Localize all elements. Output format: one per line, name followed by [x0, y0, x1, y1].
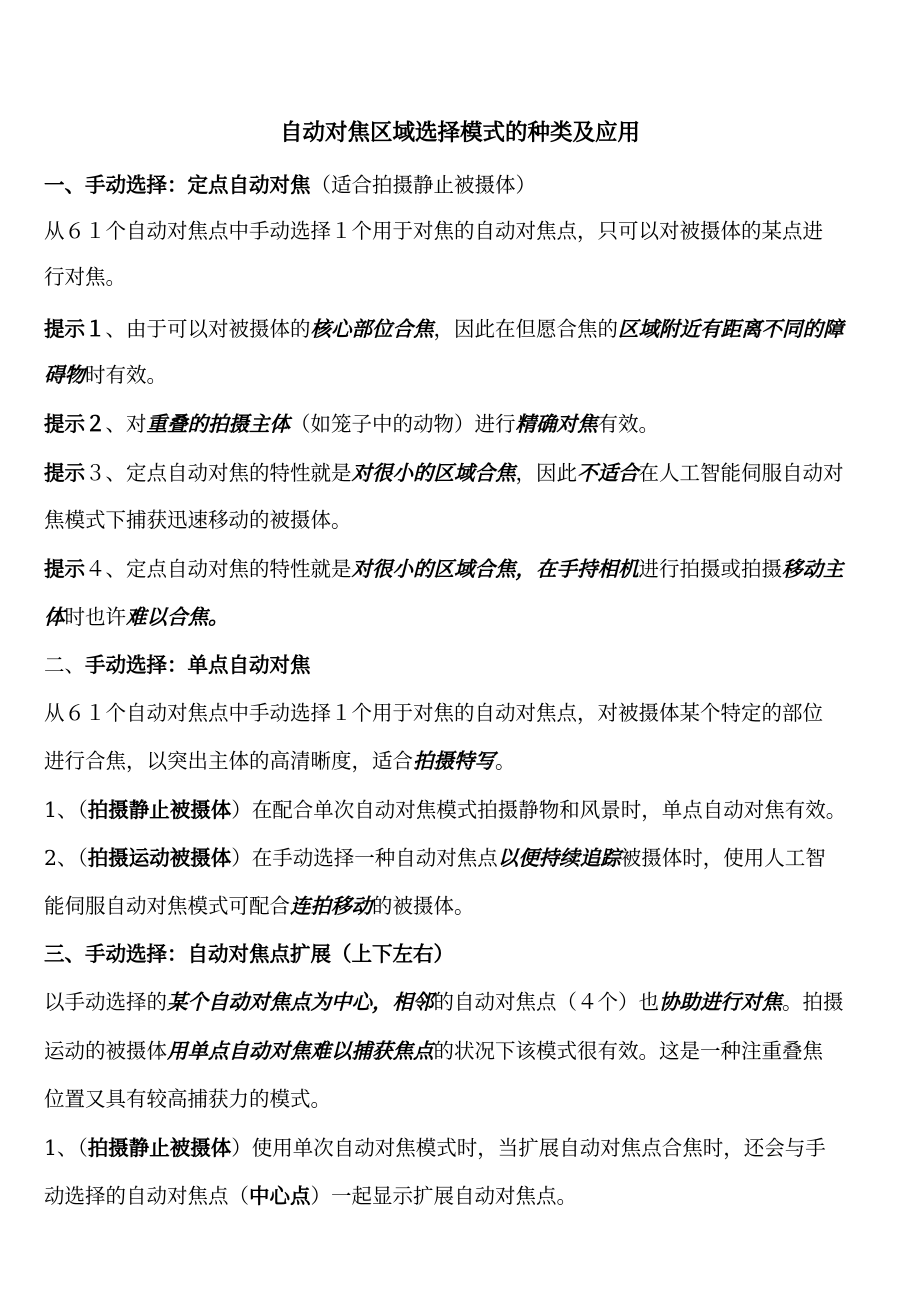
tip-4-text: 进行拍摄或拍摄: [638, 557, 782, 581]
item-emphasis: 拍摄静止被摄体: [87, 1136, 232, 1160]
section-2-item-1: [44, 797, 846, 823]
section-3-text: 。拍摄: [782, 990, 844, 1014]
section-2-heading: [44, 652, 311, 678]
item-number: 1、（: [44, 798, 88, 822]
section-3-text: 运动的被摄体: [44, 1039, 167, 1063]
tip-2-text: 有效。: [597, 412, 659, 436]
tip-2-text: 、对: [105, 412, 147, 436]
tip-1-text: 、由于可以对被摄体的: [105, 317, 311, 341]
item-text: ）一起显示扩展自动对焦点。: [310, 1184, 577, 1208]
section-3-item-1-line-2: [44, 1183, 577, 1209]
tip-3-line-2: 焦模式下捕获迅速移动的被摄体。: [44, 508, 352, 532]
item-text: 的被摄体。: [372, 894, 475, 918]
item-text: 被摄体时，使用人工智: [620, 846, 826, 870]
tip-4-label: 提示: [44, 557, 85, 581]
tip-1-line-2: [44, 362, 167, 388]
tip-4-line-2: [44, 604, 229, 630]
tip-1-label: 提示１: [44, 317, 106, 341]
tip-2-label: 提示２: [44, 412, 106, 436]
tip-3-line-1: [44, 460, 844, 486]
tip-3-text: ，因此: [515, 461, 577, 485]
section-1-heading: [44, 172, 536, 198]
tip-3-text: ３、定点自动对焦的特性就是: [85, 461, 352, 485]
tip-2-emphasis: 重叠的拍摄主体: [146, 412, 290, 436]
section-2-text: 。: [495, 749, 516, 773]
section-3-paragraph-line-1: [44, 989, 844, 1015]
tip-3-label: 提示: [44, 461, 85, 485]
tip-3-emphasis: 对很小的区域合焦: [351, 461, 516, 485]
tip-1-emphasis: 碍物: [44, 363, 85, 387]
item-text: 能伺服自动对焦模式可配合: [44, 894, 290, 918]
item-emphasis: 中心点: [249, 1184, 311, 1208]
item-text: ）在手动选择一种自动对焦点: [231, 846, 498, 870]
tip-1-emphasis: 区域附近有距离不同的障: [618, 317, 844, 341]
tip-4-line-1: [44, 556, 844, 582]
document-title: 自动对焦区域选择模式的种类及应用: [279, 120, 640, 146]
tip-3-text: 在人工智能伺服自动对: [638, 461, 844, 485]
section-3-emphasis: 某个自动对焦点为中心，相邻: [167, 990, 434, 1014]
section-3-text: 的状况下该模式很有效。这是一种注重叠焦: [433, 1039, 823, 1063]
tip-1-emphasis: 核心部位合焦: [310, 317, 434, 341]
tip-4-emphasis: 体: [44, 605, 65, 629]
tip-4-emphasis: 难以合焦。: [126, 605, 229, 629]
section-2-heading-text: 手动选择：单点自动对焦: [85, 653, 311, 677]
tip-4-text: 时也许: [64, 605, 126, 629]
item-emphasis: 连拍移动: [290, 894, 372, 918]
section-3-text: 以手动选择的: [44, 990, 167, 1014]
item-text: 动选择的自动对焦点（: [44, 1184, 249, 1208]
item-text: ）使用单次自动对焦模式时，当扩展自动对焦点合焦时，还会与手: [231, 1136, 826, 1160]
item-number: 2、（: [44, 846, 88, 870]
tip-1-line-1: [44, 316, 844, 342]
section-2-text: 进行合焦，以突出主体的高清晰度，适合: [44, 749, 413, 773]
tip-2-line-1: [44, 411, 659, 437]
item-emphasis: 拍摄运动被摄体: [87, 846, 232, 870]
tip-1-text: 时有效。: [85, 363, 167, 387]
section-3-text: 的自动对焦点（４个）也: [433, 990, 659, 1014]
tip-4-emphasis: 移动主: [782, 557, 844, 581]
tip-4-emphasis: 对很小的区域合焦，在手持相机: [351, 557, 639, 581]
tip-3-emphasis: 不适合: [577, 461, 639, 485]
section-1-heading-note: （适合拍摄静止被摄体）: [310, 173, 536, 197]
section-3-emphasis: 用单点自动对焦难以捕获焦点: [167, 1039, 434, 1063]
item-emphasis: 拍摄静止被摄体: [87, 798, 232, 822]
tip-2-emphasis: 精确对焦: [515, 412, 598, 436]
section-3-emphasis: 协助进行对焦: [659, 990, 782, 1014]
section-3-item-1-line-1: [44, 1135, 826, 1161]
tip-4-text: ４、定点自动对焦的特性就是: [85, 557, 352, 581]
section-1-heading-text: 一、手动选择：定点自动对焦: [44, 173, 311, 197]
section-3-paragraph-line-3: 位置又具有较高捕获力的模式。: [44, 1087, 331, 1111]
section-1-paragraph-line-2: 行对焦。: [44, 265, 126, 289]
item-emphasis: 以便持续追踪: [497, 846, 621, 870]
section-2-emphasis: 拍摄特写: [413, 749, 495, 773]
section-3-heading: 三、手动选择：自动对焦点扩展（上下左右）: [44, 942, 454, 966]
section-2-paragraph-line-2: [44, 748, 516, 774]
tip-2-text: （如笼子中的动物）进行: [290, 412, 516, 436]
section-2-item-2-line-1: [44, 845, 826, 871]
section-3-paragraph-line-2: [44, 1038, 823, 1064]
section-1-paragraph-line-1: 从６１个自动对焦点中手动选择１个用于对焦的自动对焦点，只可以对被摄体的某点进: [44, 219, 823, 243]
section-2-heading-number: 二、: [44, 653, 85, 677]
item-text: ）在配合单次自动对焦模式拍摄静物和风景时，单点自动对焦有效。: [231, 798, 847, 822]
section-2-paragraph-line-1: 从６１个自动对焦点中手动选择１个用于对焦的自动对焦点，对被摄体某个特定的部位: [44, 701, 823, 725]
item-number: 1、（: [44, 1136, 88, 1160]
section-2-item-2-line-2: [44, 893, 475, 919]
tip-1-text: ，因此在但愿合焦的: [433, 317, 618, 341]
